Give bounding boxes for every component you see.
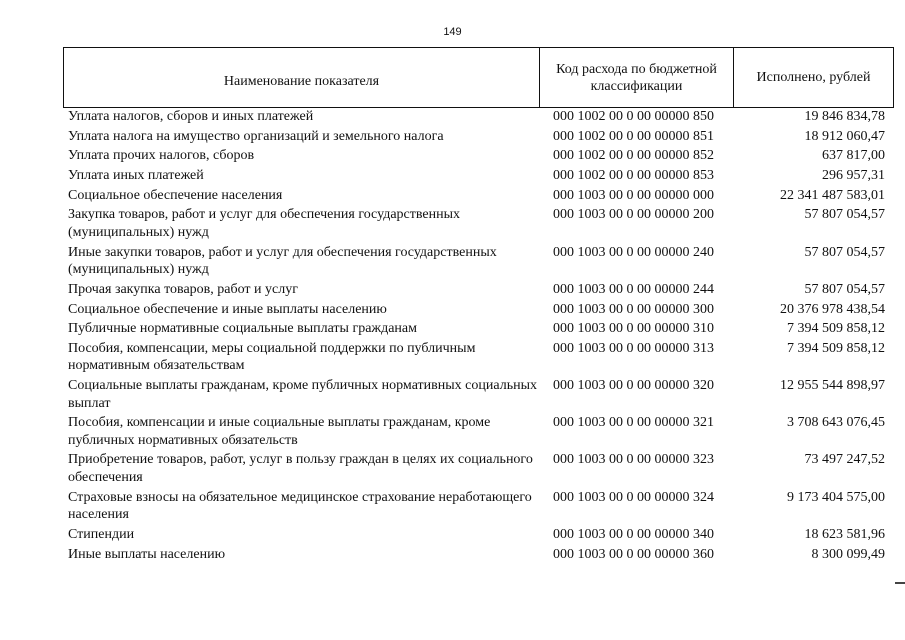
row-name: Уплата прочих налогов, сборов [68, 148, 255, 164]
table-row [0, 377, 905, 414]
margin-mark [895, 582, 905, 584]
row-name: Приобретение товаров, работ, услуг в пользу граждан в целях их социального обеспечения [68, 452, 533, 485]
row-name: Социальное обеспечение и иные выплаты населению [68, 301, 387, 317]
row-name: Прочая закупка товаров, работ и услуг [68, 281, 298, 297]
row-code: 000 1003 00 0 00 00000 244 [553, 281, 714, 297]
table-row [0, 451, 905, 488]
page-number: 149 [443, 26, 462, 38]
table-row [0, 167, 905, 187]
row-name: Пособия, компенсации, меры социальной поддержки по публичным нормативным обязательствам [68, 340, 476, 374]
row-amount: 7 394 509 858,12 [787, 321, 885, 337]
row-name: Публичные нормативные социальные выплаты гражданам [68, 321, 417, 337]
table-row [0, 526, 905, 546]
row-amount: 637 817,00 [822, 148, 885, 164]
row-code: 000 1002 00 0 00 00000 851 [553, 128, 714, 144]
row-code: 000 1003 00 0 00 00000 323 [553, 452, 714, 468]
row-name: Иные выплаты населению [68, 546, 226, 562]
row-amount: 57 807 054,57 [804, 207, 885, 223]
table-row [0, 244, 905, 281]
header-amount-column: Исполнено, рублей [756, 70, 871, 85]
row-code: 000 1002 00 0 00 00000 853 [553, 168, 714, 184]
row-name: Иные закупки товаров, работ и услуг для обеспечения государственных (муниципальных) нужд [68, 244, 497, 278]
table-row [0, 414, 905, 451]
row-name: Уплата иных платежей [68, 168, 204, 184]
table-body [0, 108, 905, 565]
row-code: 000 1003 00 0 00 00000 360 [553, 546, 714, 562]
row-code: 000 1003 00 0 00 00000 240 [553, 244, 714, 260]
row-code: 000 1003 00 0 00 00000 313 [553, 340, 714, 356]
row-code: 000 1003 00 0 00 00000 200 [553, 207, 714, 223]
row-amount: 18 912 060,47 [804, 128, 885, 144]
table-row [0, 340, 905, 377]
row-amount: 3 708 643 076,45 [787, 415, 885, 431]
table-row [0, 128, 905, 148]
row-amount: 22 341 487 583,01 [780, 187, 885, 203]
row-name: Пособия, компенсации и иные социальные выплаты гражданам, кроме публичных нормативных обязательств [68, 415, 491, 448]
row-amount: 57 807 054,57 [804, 244, 885, 260]
row-name: Уплата налогов, сборов и иных платежей [68, 109, 314, 124]
row-amount: 20 376 978 438,54 [780, 301, 885, 317]
table-row [0, 546, 905, 566]
table-row [0, 489, 905, 526]
row-code: 000 1002 00 0 00 00000 850 [553, 109, 714, 124]
row-amount: 9 173 404 575,00 [787, 489, 885, 505]
row-amount: 57 807 054,57 [804, 281, 885, 297]
row-code: 000 1003 00 0 00 00000 321 [553, 415, 714, 431]
row-amount: 18 623 581,96 [804, 526, 885, 542]
row-amount: 73 497 247,52 [804, 452, 885, 468]
row-amount: 296 957,31 [822, 168, 885, 184]
table-row [0, 187, 905, 207]
table-row [0, 108, 905, 128]
row-code: 000 1003 00 0 00 00000 000 [553, 187, 714, 203]
row-amount: 12 955 544 898,97 [780, 378, 885, 394]
table-header [63, 47, 894, 108]
row-code: 000 1003 00 0 00 00000 320 [553, 378, 714, 394]
row-amount: 19 846 834,78 [804, 109, 885, 124]
row-name: Социальное обеспечение населения [68, 187, 283, 203]
row-amount: 7 394 509 858,12 [787, 340, 885, 356]
row-name: Социальные выплаты гражданам, кроме публичных нормативных социальных выплат [68, 378, 537, 411]
row-code: 000 1003 00 0 00 00000 340 [553, 526, 714, 542]
row-name: Уплата налога на имущество организаций и земельного налога [68, 128, 444, 144]
row-code: 000 1003 00 0 00 00000 324 [553, 489, 714, 505]
table-row [0, 320, 905, 340]
header-code-column: Код расхода по бюджетной классификации [540, 48, 734, 107]
row-amount: 8 300 099,49 [811, 546, 885, 562]
row-name: Закупка товаров, работ и услуг для обеспечения государственных (муниципальных) нужд [68, 207, 461, 240]
table-row [0, 147, 905, 167]
row-code: 000 1003 00 0 00 00000 300 [553, 301, 714, 317]
table-row [0, 301, 905, 321]
header-name-column: Наименование показателя [64, 48, 540, 107]
row-code: 000 1002 00 0 00 00000 852 [553, 148, 714, 164]
row-name: Стипендии [68, 526, 135, 542]
table-row [0, 281, 905, 301]
row-name: Страховые взносы на обязательное медицинское страхование неработающего населения [68, 489, 532, 523]
row-code: 000 1003 00 0 00 00000 310 [553, 321, 714, 337]
table-row [0, 206, 905, 243]
